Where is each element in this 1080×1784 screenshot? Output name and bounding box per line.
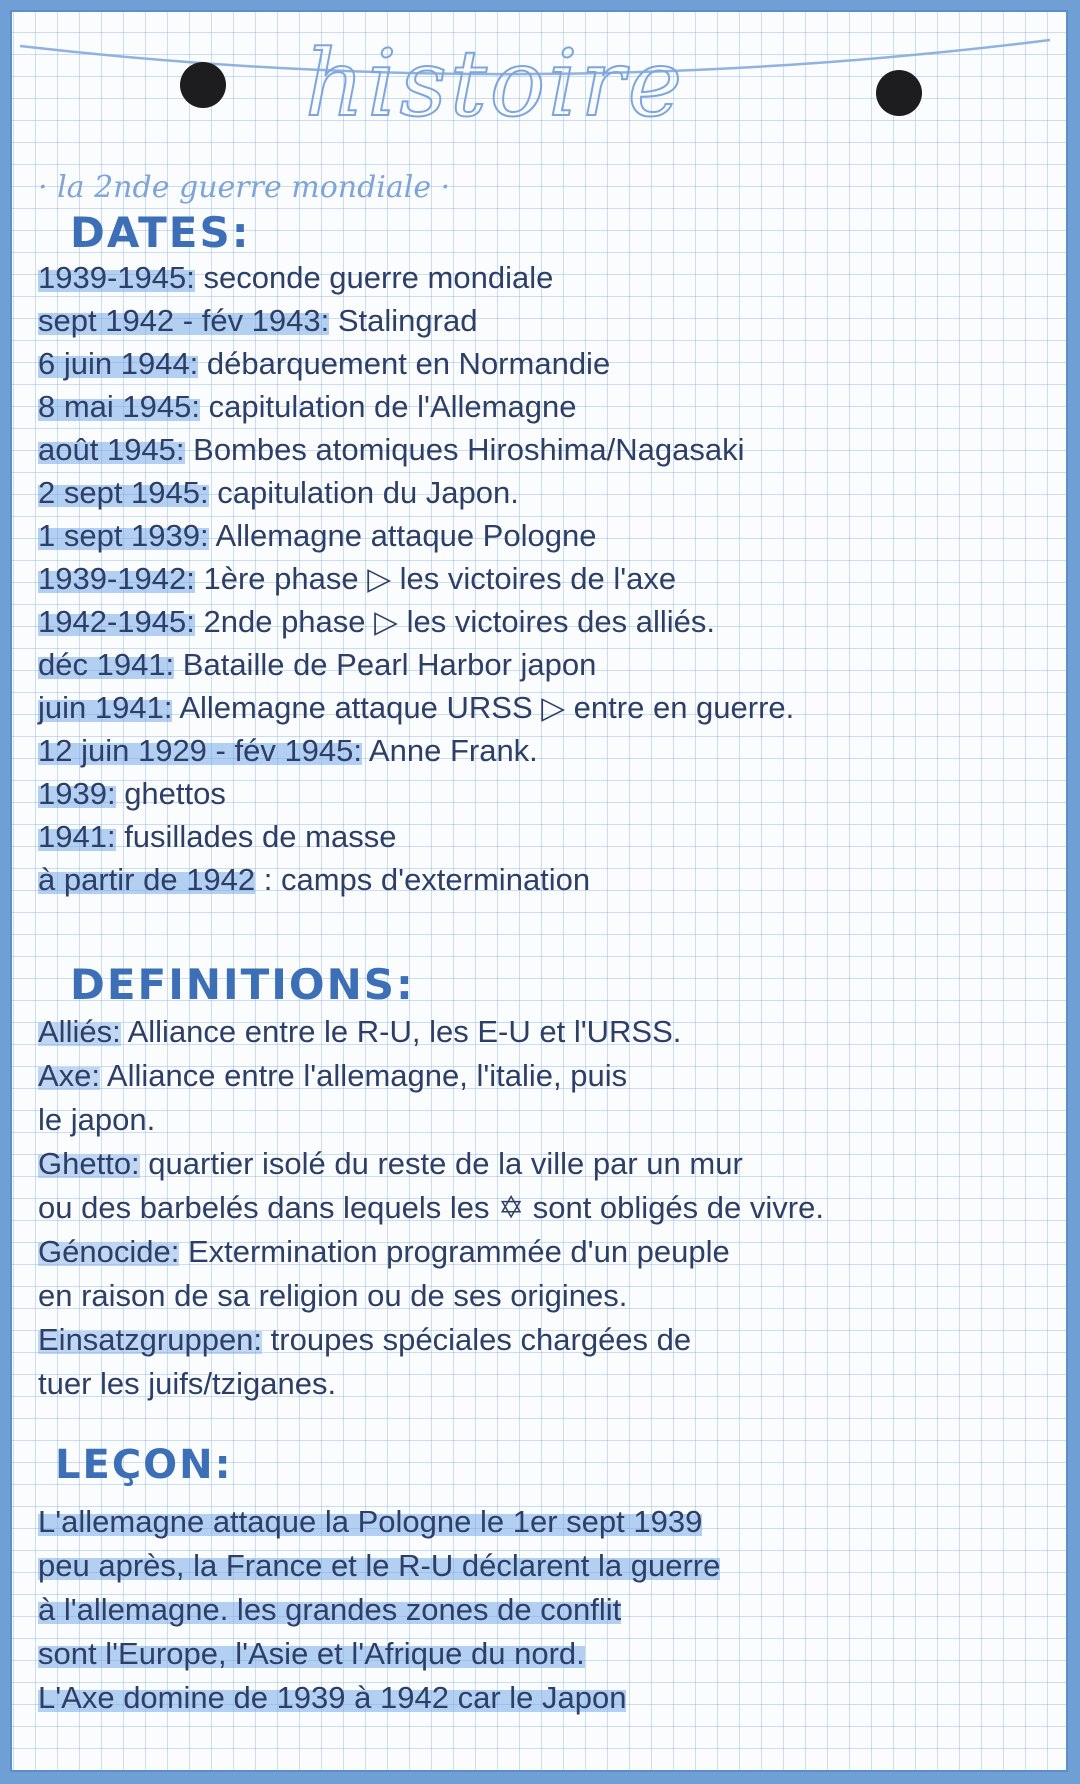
subtitle-text: la 2nde guerre mondiale — [57, 170, 432, 205]
lecon-line-text: peu après, la France et le R-U déclarent la guerre — [38, 1548, 721, 1583]
definition-text: quartier isolé du reste de la ville par un mur — [139, 1146, 743, 1181]
binder-hole-right — [876, 70, 922, 116]
definition-line — [38, 1054, 824, 1098]
lecon-line-text: L'allemagne attaque la Pologne le 1er sept 1939 — [38, 1504, 703, 1539]
date-line — [38, 772, 794, 815]
date-line — [38, 514, 794, 557]
lecon-line — [38, 1544, 720, 1588]
date-value: juin 1941: — [38, 690, 173, 725]
date-value: 1939-1945: — [38, 260, 195, 295]
definition-line — [38, 1362, 824, 1406]
date-value: déc 1941: — [38, 647, 175, 682]
lecon-line — [38, 1588, 720, 1632]
date-value: 2 sept 1945: — [38, 475, 209, 510]
date-event: capitulation de l'Allemagne — [200, 389, 577, 424]
date-value: 12 juin 1929 - fév 1945: — [38, 733, 363, 768]
definition-text: Alliance entre le R-U, les E-U et l'URSS. — [120, 1014, 682, 1049]
definition-text: le japon. — [38, 1102, 156, 1137]
definition-term: Axe: — [38, 1058, 101, 1093]
lecon-text — [38, 1500, 720, 1720]
page-subtitle: · la 2nde guerre mondiale · — [38, 170, 451, 205]
lecon-line — [38, 1500, 720, 1544]
date-event: capitulation du Japon. — [208, 475, 519, 510]
date-event: Anne Frank. — [362, 733, 538, 768]
date-value: 1939: — [38, 776, 116, 811]
date-event: Bataille de Pearl Harbor japon — [174, 647, 597, 682]
definition-term: Einsatzgruppen: — [38, 1322, 263, 1357]
definition-line — [38, 1318, 824, 1362]
dates-heading: DATES: — [70, 208, 251, 257]
date-line — [38, 729, 794, 772]
date-value: août 1945: — [38, 432, 185, 467]
date-line — [38, 428, 794, 471]
definition-line — [38, 1230, 824, 1274]
definition-line — [38, 1010, 824, 1054]
lecon-line-text: à l'allemagne. les grandes zones de conflit — [38, 1592, 622, 1627]
date-event: débarquement en Normandie — [198, 346, 611, 381]
definition-text: ou des barbelés dans lequels les ✡ sont obligés de vivre. — [38, 1190, 824, 1225]
definition-term: Génocide: — [38, 1234, 180, 1269]
definition-line — [38, 1274, 824, 1318]
definition-text: en raison de sa religion ou de ses origines. — [38, 1278, 628, 1313]
date-event: 2nde phase ▷ les victoires des alliés. — [194, 604, 715, 639]
date-event: fusillades de masse — [115, 819, 397, 854]
definition-line — [38, 1142, 824, 1186]
definitions-list — [38, 1010, 824, 1406]
dates-list — [38, 256, 794, 901]
grid-paper-card — [10, 10, 1068, 1772]
date-event: Stalingrad — [329, 303, 478, 338]
date-value: 8 mai 1945: — [38, 389, 200, 424]
definitions-heading: DEFINITIONS: — [70, 960, 415, 1009]
date-line — [38, 385, 794, 428]
page-title: histoire — [304, 30, 686, 137]
definition-text: Alliance entre l'allemagne, l'italie, puis — [100, 1058, 628, 1093]
date-event: 1ère phase ▷ les victoires de l'axe — [194, 561, 677, 596]
definition-term: Ghetto: — [38, 1146, 140, 1181]
date-value: 1939-1942: — [38, 561, 195, 596]
date-value: sept 1942 - fév 1943: — [38, 303, 330, 338]
date-line — [38, 858, 794, 901]
definition-line — [38, 1098, 824, 1142]
definition-text: Extermination programmée d'un peuple — [179, 1234, 730, 1269]
definition-text: troupes spéciales chargées de — [262, 1322, 692, 1357]
date-line — [38, 815, 794, 858]
date-line — [38, 686, 794, 729]
date-line — [38, 557, 794, 600]
date-event: seconde guerre mondiale — [194, 260, 554, 295]
definition-term: Alliés: — [38, 1014, 121, 1049]
date-value: 1 sept 1939: — [38, 518, 209, 553]
date-value: 6 juin 1944: — [38, 346, 199, 381]
date-event: Allemagne attaque URSS ▷ entre en guerre. — [172, 690, 795, 725]
date-value: 1941: — [38, 819, 116, 854]
lecon-line-text: sont l'Europe, l'Asie et l'Afrique du nord. — [38, 1636, 585, 1671]
date-line — [38, 643, 794, 686]
date-line — [38, 299, 794, 342]
lecon-line — [38, 1632, 720, 1676]
lecon-line-text: L'Axe domine de 1939 à 1942 car le Japon — [38, 1680, 627, 1715]
date-value: 1942-1945: — [38, 604, 195, 639]
date-event: Allemagne attaque Pologne — [208, 518, 597, 553]
date-event: : camps d'extermination — [255, 862, 591, 897]
lecon-line — [38, 1676, 720, 1720]
lecon-heading: LEÇON: — [55, 1442, 233, 1488]
date-value: à partir de 1942 — [38, 862, 256, 897]
date-event: ghettos — [115, 776, 226, 811]
date-line — [38, 471, 794, 514]
date-event: Bombes atomiques Hiroshima/Nagasaki — [184, 432, 745, 467]
definition-line — [38, 1186, 824, 1230]
date-line — [38, 600, 794, 643]
definition-text: tuer les juifs/tziganes. — [38, 1366, 337, 1401]
date-line — [38, 342, 794, 385]
date-line — [38, 256, 794, 299]
binder-hole-left — [180, 62, 226, 108]
